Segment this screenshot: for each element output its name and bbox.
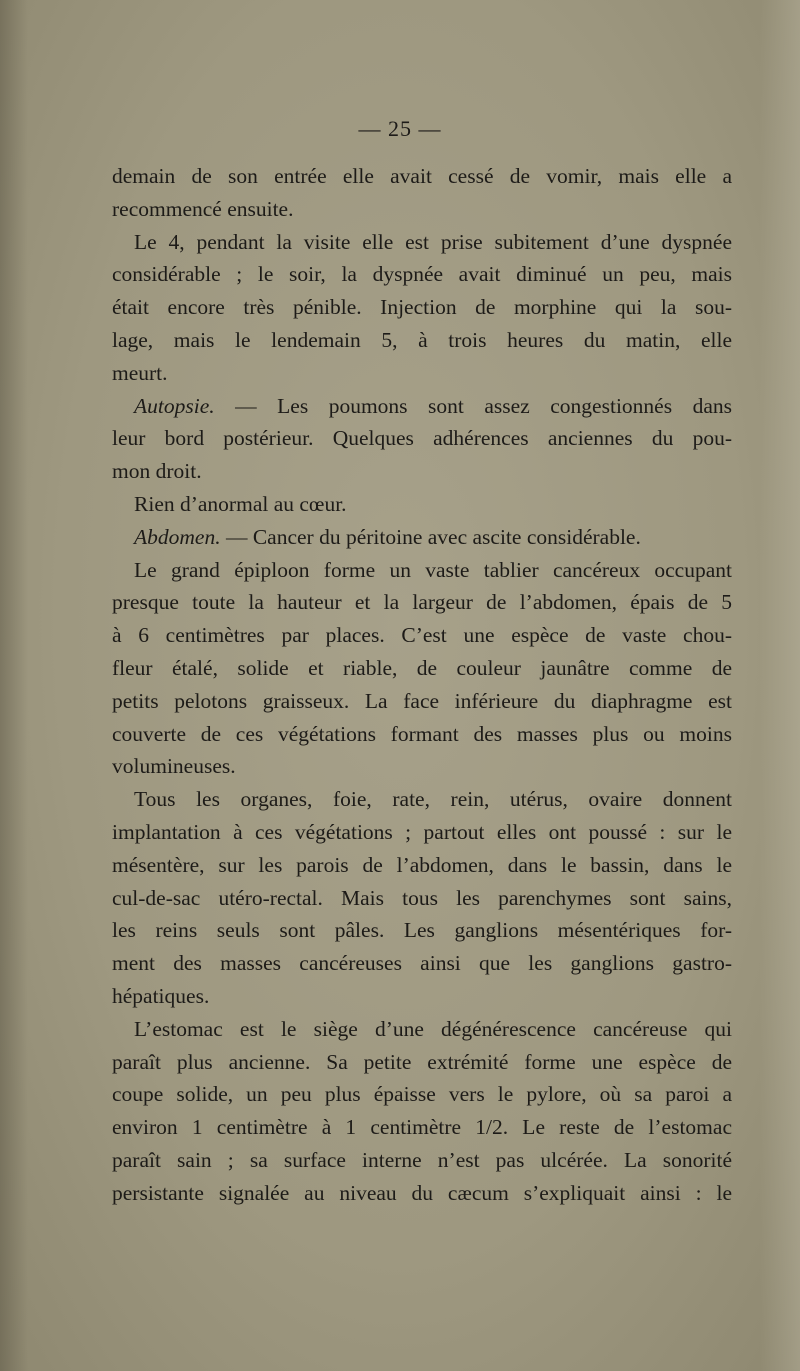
text-line: couverte de ces végétations formant des masses plus ou moins [112,721,732,746]
text-line: Autopsie. — Les poumons sont assez congestionnés dans [134,393,732,418]
text-line: cul-de-sac utéro-rectal. Mais tous les parenchymes sont sains, [112,885,732,910]
text-line: recommencé ensuite. [112,196,294,221]
text-line: presque toute la hauteur et la largeur de l’abdomen, épais de 5 [112,590,732,615]
text-line: mon droit. [112,459,202,484]
text-line: fleur étalé, solide et riable, de couleur jaunâtre comme de [112,655,732,680]
text-line: Le 4, pendant la visite elle est prise subitement d’une dyspnée [134,229,732,254]
text-line: demain de son entrée elle avait cessé de vomir, mais elle a [112,164,732,188]
text-line: Rien d’anormal au cœur. [134,491,347,516]
text-line: persistante signalée au niveau du cæcum s’expliquait ainsi : le [112,1180,732,1205]
text-line: considérable ; le soir, la dyspnée avait diminué un peu, mais [112,262,732,287]
body-text [112,160,732,1210]
text-line: était encore très pénible. Injection de morphine qui la sou- [112,295,732,320]
text-line: ment des masses cancéreuses ainsi que les ganglions gastro- [112,951,732,976]
text-line: petits pelotons graisseux. La face inférieure du diaphragme est [112,688,732,713]
page-shadow-left [0,0,28,1371]
text-line: hépatiques. [112,983,210,1008]
text-line: Tous les organes, foie, rate, rein, utérus, ovaire donnent [134,787,732,812]
text-line: Abdomen. — Cancer du péritoine avec ascite considérable. [134,524,641,549]
text-line: environ 1 centimètre à 1 centimètre 1/2. Le reste de l’estomac [112,1115,732,1140]
text-line: meurt. [112,360,168,385]
text-line: mésentère, sur les parois de l’abdomen, dans le bassin, dans le [112,852,732,877]
text-line: paraît sain ; sa surface interne n’est pas ulcérée. La sonorité [112,1147,732,1172]
text-line: leur bord postérieur. Quelques adhérences anciennes du pou- [112,426,732,451]
text-line: volumineuses. [112,754,236,779]
section-heading-abdomen: Abdomen. [134,524,221,549]
section-heading-autopsie: Autopsie. [134,393,215,418]
text-line: à 6 centimètres par places. C’est une espèce de vaste chou- [112,623,732,648]
text-line: implantation à ces végétations ; partout elles ont poussé : sur le [112,819,732,844]
text-line: lage, mais le lendemain 5, à trois heures du matin, elle [112,327,732,352]
page-number: — 25 — [358,116,442,141]
text-line: L’estomac est le siège d’une dégénérescence cancéreuse qui [134,1016,732,1041]
page-shadow-right [760,0,800,1371]
text-line: Le grand épiploon forme un vaste tablier cancéreux occupant [134,557,732,582]
text-line: coupe solide, un peu plus épaisse vers le pylore, où sa paroi a [112,1082,732,1107]
text-line: les reins seuls sont pâles. Les ganglions mésentériques for- [112,918,732,943]
text-line: paraît plus ancienne. Sa petite extrémité forme une espèce de [112,1049,732,1074]
